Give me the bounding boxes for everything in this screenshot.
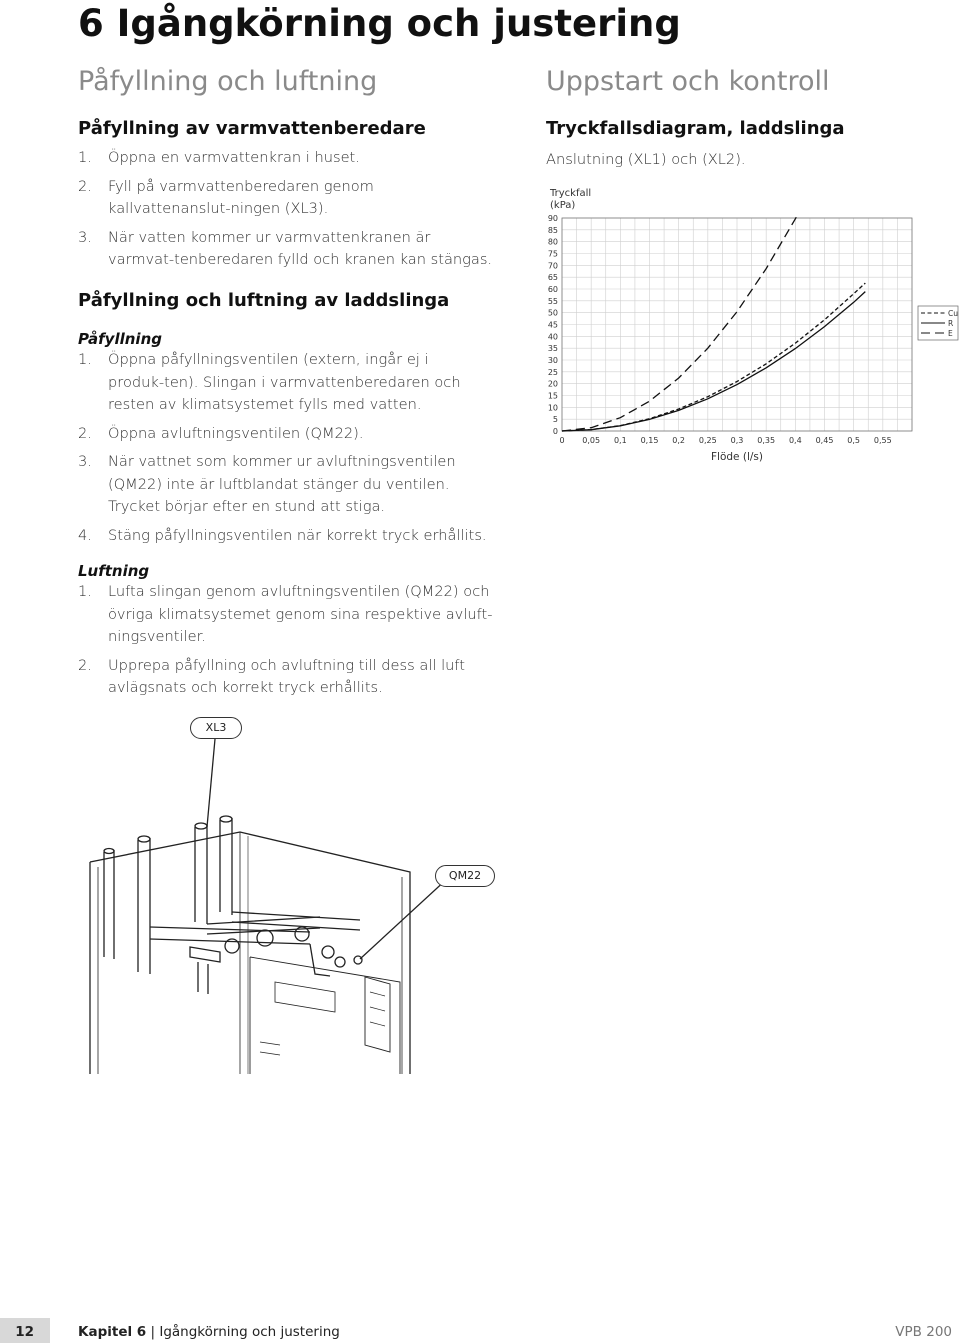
legend-label: E (948, 329, 953, 338)
list-item (78, 423, 488, 446)
y-tick-label: 10 (547, 403, 558, 413)
list-item (78, 451, 488, 519)
x-tick-label: 0,1 (613, 436, 627, 445)
list-item-text: Öppna avluftningsventilen (QM22). (108, 424, 364, 442)
x-tick-label: 0,4 (788, 436, 802, 445)
legend-label: R (948, 319, 954, 328)
leader-line-xl3 (207, 739, 215, 827)
list-item-text: Stäng påfyllningsventilen när korrekt tryck erhållits. (108, 526, 487, 544)
x-tick-label: 0,15 (640, 436, 659, 445)
list-item-text: Öppna påfyllningsventilen (extern, ingår ej i produk-ten). Slingan i varmvattenberedaren och resten av klimatsystemet fylls med vatten. (108, 351, 461, 413)
leader-line-qm22 (360, 878, 448, 959)
x-tick-label: 0,45 (815, 436, 834, 445)
list-item-text: Fyll på varmvattenberedaren genom kallvattenanslut-ningen (XL3). (108, 177, 374, 217)
diagram-heading: Tryckfallsdiagram, laddslinga (546, 118, 845, 139)
y-tick-label: 40 (547, 332, 558, 342)
x-tick-label: 0,55 (873, 436, 892, 445)
callout-qm22: QM22 (435, 865, 495, 887)
x-tick-label: 0,5 (847, 436, 861, 445)
series-line-cu (562, 283, 865, 431)
y-tick-label: 60 (547, 285, 558, 294)
footer-chapter-label: Kapitel 6 (78, 1324, 147, 1340)
right-section-title: Uppstart och kontroll (546, 66, 830, 97)
list-item (78, 525, 488, 548)
y-tick-label: 30 (547, 356, 558, 365)
x-tick-label: 0,2 (672, 436, 686, 445)
list-item-text: När vatten kommer ur varmvattenkranen är varmvat-tenberedaren fylld och kranen kan stängas. (108, 228, 493, 268)
y-tick-label: 25 (547, 367, 558, 377)
x-tick-label: 0,3 (730, 436, 744, 445)
y-axis-label-line1: Tryckfall (550, 188, 592, 199)
y-tick-label: 15 (547, 391, 558, 401)
venting-heading: Luftning (78, 562, 150, 580)
x-tick-label: 0 (559, 436, 565, 445)
y-tick-labels (548, 214, 558, 436)
list-item-number: 2. (78, 177, 92, 195)
venting-steps (78, 581, 498, 700)
y-tick-label: 75 (547, 249, 558, 259)
list-item (78, 581, 498, 649)
x-tick-labels (559, 436, 891, 445)
list-item-number: 1. (78, 351, 92, 368)
list-item (78, 227, 498, 272)
y-tick-label: 45 (547, 320, 558, 330)
chart-series (562, 214, 865, 431)
left-section-title: Påfyllning och luftning (78, 66, 378, 97)
valve-qm22 (354, 956, 362, 964)
list-item (78, 176, 498, 221)
footer-chapter (78, 1324, 340, 1340)
pressure-drop-chart (540, 180, 960, 470)
list-item-number: 2. (78, 656, 92, 674)
sub-heading-charge-loop: Påfyllning och luftning av laddslinga (78, 290, 450, 311)
list-item-text: Upprepa påfyllning och avluftning till dess all luft avlägsnats och korrekt tryck erhållits. (108, 656, 465, 696)
x-tick-label: 0,25 (698, 436, 717, 445)
list-item (78, 349, 488, 417)
chart-legend (918, 306, 958, 340)
y-tick-label: 85 (547, 225, 558, 235)
list-item-number: 1. (78, 149, 92, 166)
filling-heading: Påfyllning (78, 330, 162, 348)
footer-chapter-name: Igångkörning och justering (159, 1324, 340, 1340)
chapter-title: 6 Igångkörning och justering (78, 2, 681, 45)
list-item-text: Lufta slingan genom avluftningsventilen (QM22) och övriga klimatsystemet genom sina respektive avluft-ningsventiler. (108, 583, 493, 645)
y-tick-label: 0 (552, 427, 558, 436)
filling-steps (78, 349, 488, 547)
legend-label: Cu (948, 309, 958, 318)
callout-xl3: XL3 (190, 717, 242, 739)
y-tick-label: 20 (547, 379, 558, 389)
y-axis-label-line2: (kPa) (550, 200, 576, 211)
y-tick-label: 80 (547, 237, 558, 247)
list-item-number: 1. (78, 583, 92, 600)
footer-separator: | (150, 1324, 156, 1340)
y-tick-label: 35 (547, 344, 558, 354)
list-item (78, 655, 498, 700)
x-tick-label: 0,35 (757, 436, 776, 445)
connection-text: Anslutning (XL1) och (XL2). (546, 151, 746, 168)
list-item-number: 4. (78, 526, 92, 544)
list-item-number: 3. (78, 228, 92, 246)
page-number: 12 (15, 1324, 34, 1340)
footer-product: VPB 200 (895, 1324, 952, 1340)
list-item (78, 147, 498, 170)
series-line-e (562, 214, 798, 431)
water-heater-steps (78, 147, 498, 272)
list-item-text: Öppna en varmvattenkran i huset. (108, 149, 360, 166)
y-tick-label: 70 (547, 261, 558, 271)
unit-illustration (70, 712, 540, 1074)
y-tick-label: 50 (547, 308, 558, 318)
sub-heading-water-heater: Påfyllning av varmvattenberedare (78, 118, 426, 139)
y-tick-label: 5 (552, 415, 558, 425)
y-tick-label: 90 (547, 214, 558, 223)
list-item-text: När vattnet som kommer ur avluftningsventilen (QM22) inte är luftblandat stänger du ventilen. Trycket börjar efter en stund att stiga. (108, 453, 456, 515)
y-tick-label: 65 (547, 273, 558, 283)
list-item-number: 3. (78, 453, 92, 470)
list-item-number: 2. (78, 424, 92, 442)
x-axis-label: Flöde (l/s) (711, 451, 763, 463)
x-tick-label: 0,05 (582, 436, 601, 445)
y-tick-label: 55 (547, 296, 558, 306)
chart-grid (562, 218, 912, 431)
